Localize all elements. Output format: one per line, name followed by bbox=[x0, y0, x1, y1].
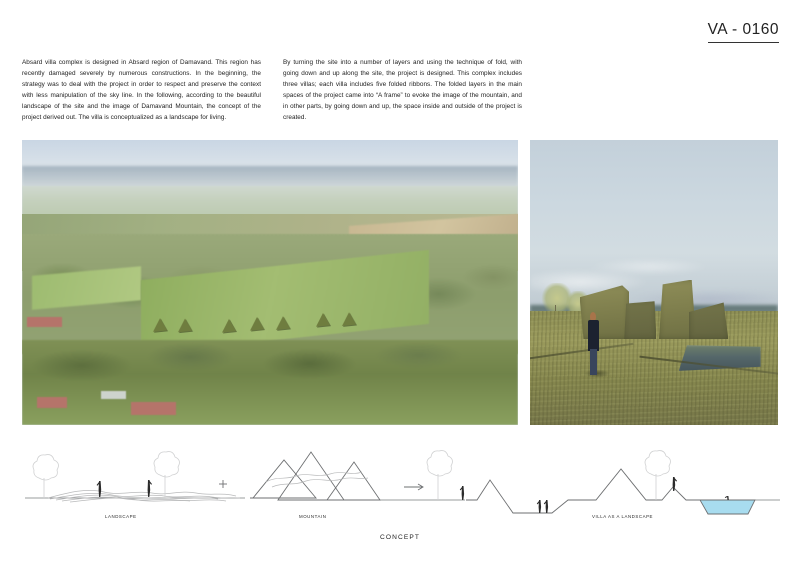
diagram-stage-villa bbox=[466, 469, 700, 513]
diagram-label-landscape: LANDSCAPE bbox=[105, 514, 137, 519]
diagram-operator-arrow bbox=[404, 484, 423, 490]
concept-diagram bbox=[0, 430, 800, 545]
villa-a-frame bbox=[342, 312, 356, 326]
render-person-body bbox=[588, 320, 599, 351]
aerial-farm-building bbox=[101, 391, 126, 400]
exterior-render bbox=[530, 140, 778, 425]
diagram-figure bbox=[537, 500, 541, 513]
villa-a-frame bbox=[222, 318, 236, 332]
diagram-figure bbox=[544, 500, 548, 513]
diagram-tree bbox=[645, 451, 670, 500]
aerial-farm-building bbox=[37, 397, 67, 408]
diagram-tree bbox=[154, 452, 179, 499]
diagram-stage-mountain bbox=[250, 452, 380, 500]
diagram-label-mountain: MOUNTAIN bbox=[299, 514, 327, 519]
diagram-caption: CONCEPT bbox=[380, 534, 420, 541]
villa-a-frame bbox=[250, 317, 264, 331]
aerial-foreground-trees bbox=[22, 340, 518, 426]
diagram-figure bbox=[97, 481, 102, 497]
villa-a-frame bbox=[178, 318, 192, 332]
aerial-site-photograph bbox=[22, 140, 518, 425]
diagram-operator-plus bbox=[219, 480, 227, 488]
diagram-pool bbox=[700, 500, 755, 514]
diagram-tree bbox=[33, 455, 58, 499]
diagram-tree bbox=[427, 451, 452, 500]
aerial-farm-building bbox=[131, 402, 176, 415]
render-person-legs bbox=[590, 349, 598, 375]
board-code: VA - 0160 bbox=[708, 21, 779, 43]
diagram-figure bbox=[725, 496, 729, 500]
image-row bbox=[22, 140, 778, 425]
villa-a-frame bbox=[153, 318, 167, 332]
diagram-figure bbox=[460, 486, 464, 500]
aerial-farm-building bbox=[27, 317, 62, 327]
description-text-block bbox=[22, 57, 522, 123]
villa-a-frame bbox=[317, 313, 331, 327]
diagram-figure bbox=[148, 480, 152, 497]
diagram-label-villa-as-a-landscape: VILLA AS A LANDSCAPE bbox=[592, 514, 654, 519]
description-column-left: Absard villa complex is designed in Absard region of Damavand. This region has recently damaged severely by numerous constructions. In the beginning, the strategy was to deal with the project in order to respect and preserve the context with less manipulation of the sky line. In the following, according to the beautiful landscape of the site and the image of Damavand Mountain, the concept of the project derived out. The villa is conceptualized as a landscape for living. bbox=[22, 59, 261, 122]
aerial-photo-canvas bbox=[22, 140, 518, 425]
diagram-mountain-contours bbox=[266, 472, 368, 487]
render-villa-volume bbox=[624, 300, 656, 340]
render-canvas bbox=[530, 140, 778, 425]
description-column-right: By turning the site into a number of layers and using the technique of fold, with going down and up along the site, the project is designed. This complex includes three villas; each villa includes five folded ribbons. The folded layers in the main spaces of the project came into “A frame” to evoke the image of the mountain, and in other parts, by going down and up, the space inside and outside of the project is created. bbox=[283, 59, 522, 122]
villa-a-frame bbox=[276, 316, 290, 330]
diagram-stage-landscape bbox=[48, 490, 240, 502]
